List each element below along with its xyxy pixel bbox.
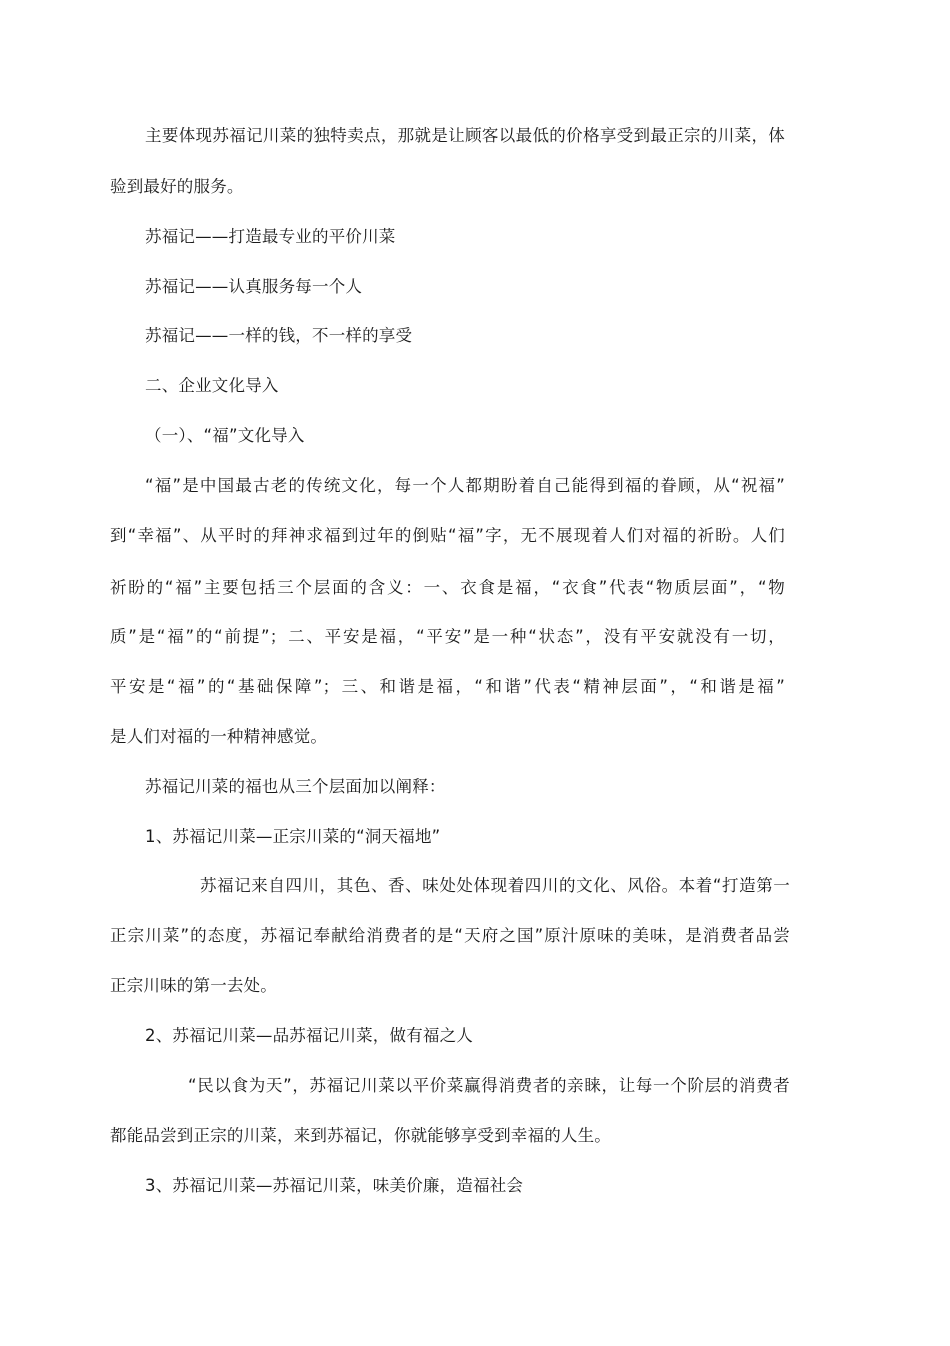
fu-paragraph-line: 质”是“福”的“前提”；二、平安是福，“平安”是一种“状态”，没有平安就没有一切，: [110, 627, 785, 646]
item1-paragraph-line: 正宗川味的第一去处。: [110, 976, 277, 995]
fu-paragraph-line: 平安是“福”的“基础保障”；三、和谐是福，“和谐”代表“精神层面”，“和谐是福”: [110, 677, 785, 696]
intro-paragraph-line: 主要体现苏福记川菜的独特卖点，那就是让顾客以最低的价格享受到最正宗的川菜，体: [145, 126, 785, 145]
item2-paragraph-line: “民以食为天”，苏福记川菜以平价菜赢得消费者的亲睐，让每一个阶层的消费者: [188, 1076, 790, 1095]
item1-paragraph-line: 苏福记来自四川，其色、香、味处处体现着四川的文化、风俗。本着“打造第一: [200, 876, 790, 895]
intro-paragraph-line: 验到最好的服务。: [110, 177, 244, 196]
fu-paragraph-line: “福”是中国最古老的传统文化，每一个人都期盼着自己能得到福的眷顾，从“祝福”: [145, 476, 785, 495]
item3-heading: 3、苏福记川菜—苏福记川菜，味美价廉，造福社会: [145, 1176, 524, 1195]
fu-paragraph-line: 祈盼的“福”主要包括三个层面的含义：一、衣食是福，“衣食”代表“物质层面”，“物: [110, 578, 785, 597]
item1-paragraph-line: 正宗川菜”的态度，苏福记奉献给消费者的是“天府之国”原汁原味的美味，是消费者品尝: [110, 926, 790, 945]
item2-paragraph-line: 都能品尝到正宗的川菜，来到苏福记，你就能够享受到幸福的人生。: [110, 1126, 611, 1145]
fu-paragraph-line: 是人们对福的一种精神感觉。: [110, 727, 328, 746]
slogan-line: 苏福记——打造最专业的平价川菜: [145, 227, 396, 246]
three-levels-intro: 苏福记川菜的福也从三个层面加以阐释：: [145, 777, 446, 796]
slogan-line: 苏福记——认真服务每一个人: [145, 277, 363, 296]
subsection-heading: （一）、“福”文化导入: [145, 426, 305, 445]
item1-heading: 1、苏福记川菜—正宗川菜的“洞天福地”: [145, 827, 441, 846]
slogan-line: 苏福记——一样的钱，不一样的享受: [145, 326, 413, 345]
fu-paragraph-line: 到“幸福”、从平时的拜神求福到过年的倒贴“福”字，无不展现着人们对福的祈盼。人们: [110, 526, 785, 545]
item2-heading: 2、苏福记川菜—品苏福记川菜，做有福之人: [145, 1026, 473, 1045]
section-heading: 二、企业文化导入: [145, 376, 279, 395]
